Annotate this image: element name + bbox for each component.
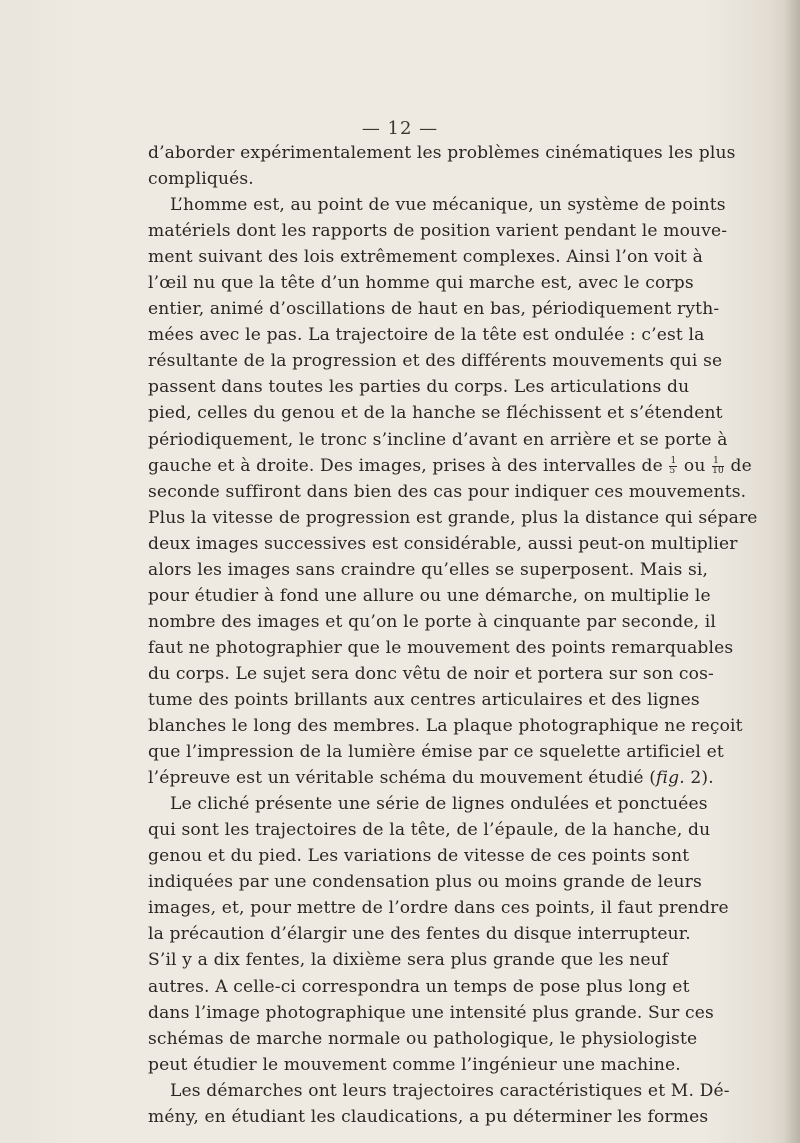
- text-line: blanches le long des membres. La plaque photographique ne reçoit: [148, 716, 743, 737]
- fraction-numerator: 1: [712, 457, 724, 467]
- text-line-with-figure-ref: [148, 765, 714, 791]
- paragraph-start: L’homme est, au point de vue mécanique, un système de points: [170, 195, 726, 216]
- text-line: résultante de la progression et des différents mouvements qui se: [148, 351, 723, 372]
- text-line: passent dans toutes les parties du corps. Les articulations du: [148, 377, 690, 398]
- page-edge-shadow: [784, 0, 800, 1143]
- text-line: dans l’image photographique une intensité plus grande. Sur ces: [148, 1002, 714, 1023]
- text-line: ment suivant des lois extrêmement complexes. Ainsi l’on voit à: [148, 247, 703, 268]
- text-line: seconde suffiront dans bien des cas pour indiquer ces mouvements.: [148, 481, 747, 502]
- text-line: entier, animé d’oscillations de haut en bas, périodiquement ryth-: [148, 299, 720, 320]
- text-line: pour étudier à fond une allure ou une démarche, on multiplie le: [148, 585, 711, 606]
- text-line: schémas de marche normale ou pathologique, le physiologiste: [148, 1028, 698, 1049]
- figure-reference: fig.: [656, 768, 685, 789]
- paragraph-start: Le cliché présente une série de lignes ondulées et ponctuées: [170, 794, 708, 815]
- text-line: l’œil nu que la tête d’un homme qui marche est, avec le corps: [148, 273, 694, 294]
- text-line: images, et, pour mettre de l’ordre dans ces points, il faut prendre: [148, 898, 729, 919]
- text-line: indiquées par une condensation plus ou moins grande de leurs: [148, 872, 702, 893]
- text-line: Plus la vitesse de progression est grande, plus la distance qui sépare: [148, 507, 758, 528]
- text-line: la précaution d’élargir une des fentes du disque interrupteur.: [148, 924, 691, 945]
- text-fragment: gauche et à droite. Des images, prises à des intervalles de: [148, 455, 663, 476]
- text-line: d’aborder expérimentalement les problèmes cinématiques les plus: [148, 143, 736, 163]
- text-line: S’il y a dix fentes, la dixième sera plus grande que les neuf: [148, 950, 669, 971]
- text-fragment: l’épreuve est un véritable schéma du mouvement étudié (: [148, 768, 657, 789]
- text-line: mées avec le pas. La trajectoire de la tête est ondulée : c’est la: [148, 325, 705, 346]
- text-line: tume des points brillants aux centres articulaires et des lignes: [148, 689, 700, 710]
- fraction-denominator: 10: [712, 465, 724, 476]
- text-line: peut étudier le mouvement comme l’ingénieur une machine.: [148, 1054, 681, 1075]
- text-line: qui sont les trajectoires de la tête, de l’épaule, de la hanche, du: [148, 820, 711, 841]
- text-line: du corps. Le sujet sera donc vêtu de noir et portera sur son cos-: [148, 663, 714, 684]
- fraction-one-fifth: [669, 457, 677, 476]
- text-line: périodiquement, le tronc s’incline d’avant en arrière et se porte à: [148, 429, 728, 450]
- text-line: autres. A celle-ci correspondra un temps de pose plus long et: [148, 976, 690, 997]
- text-line: alors les images sans craindre qu’elles se superposent. Mais si,: [148, 559, 709, 580]
- text-line: deux images successives est considérable, aussi peut-on multiplier: [148, 533, 738, 554]
- text-line: que l’impression de la lumière émise par ce squelette artificiel et: [148, 742, 724, 763]
- paragraph-start: Les démarches ont leurs trajectoires caractéristiques et M. Dé-: [170, 1080, 730, 1101]
- text-line: genou et du pied. Les variations de vitesse de ces points sont: [148, 846, 690, 867]
- fraction-denominator: 5: [669, 465, 676, 476]
- text-fragment: ou: [683, 455, 706, 476]
- page-number: — 12 —: [361, 118, 439, 139]
- text-line: compliqués.: [148, 169, 254, 190]
- text-line: matériels dont les rapports de position varient pendant le mouve-: [148, 221, 728, 242]
- fraction-one-tenth: [712, 457, 724, 476]
- text-fragment: 2).: [684, 768, 714, 789]
- fraction-numerator: 1: [670, 455, 677, 466]
- text-line: pied, celles du genou et de la hanche se fléchissent et s’étendent: [148, 403, 723, 424]
- text-fragment: de: [730, 455, 752, 476]
- text-line-with-fractions: [148, 453, 752, 479]
- text-line: faut ne photographier que le mouvement des points remarquables: [148, 637, 734, 658]
- text-line: mény, en étudiant les claudications, a pu déterminer les formes: [148, 1106, 709, 1127]
- text-line: nombre des images et qu’on le porte à cinquante par seconde, il: [148, 611, 717, 632]
- body-text: [148, 140, 758, 1130]
